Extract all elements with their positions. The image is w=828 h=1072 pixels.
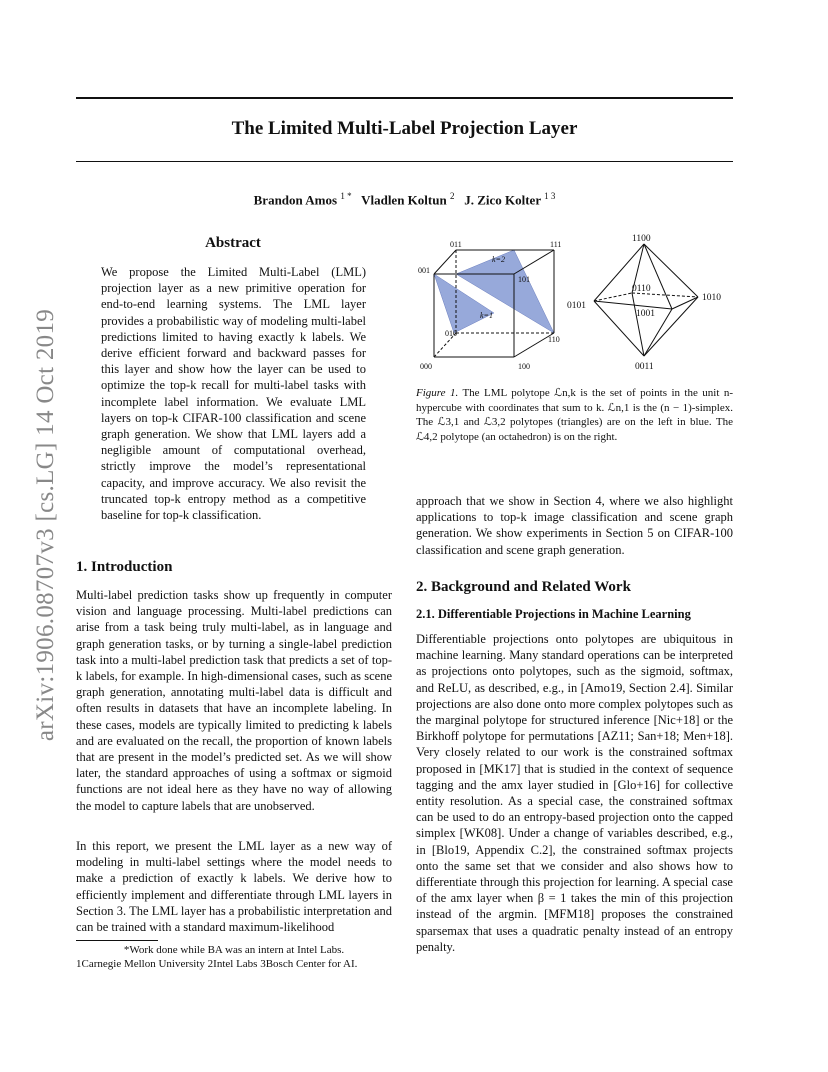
vertex-label: 110	[548, 335, 560, 344]
background-subheading: 2.1. Differentiable Projections in Machine Learning	[416, 607, 691, 621]
author-name: Brandon Amos	[253, 192, 338, 208]
intro-heading: 1. Introduction	[76, 559, 173, 575]
vertex-label: 000	[420, 362, 432, 371]
author-affiliation: 1 3	[544, 191, 556, 201]
title-top-rule	[76, 97, 733, 99]
vertex-label: 100	[518, 362, 530, 371]
caption-label: Figure 1.	[416, 387, 459, 399]
vertex-label: 010	[445, 329, 457, 338]
footnote-rule	[76, 940, 158, 941]
footnote-line-1: *Work done while BA was an intern at Intel Labs.	[123, 944, 345, 956]
author-name: J. Zico Kolter	[464, 192, 541, 208]
vertex-label: 101	[518, 275, 530, 284]
octahedron-vertex-labels	[567, 234, 721, 372]
intro-paragraph-3: approach that we show in Section 4, where we also highlight applications to top-k image classification and scene graph generation. We show experiments in Section 5 on CIFAR-100 classification and scene graph generation.	[416, 494, 733, 557]
paper-title: The Limited Multi-Label Projection Layer	[231, 118, 578, 139]
vertex-label: 111	[550, 240, 562, 249]
vertex-label: 0101	[567, 301, 586, 311]
abstract-heading: Abstract	[205, 235, 261, 251]
vertex-label: 001	[418, 266, 430, 275]
intro-paragraph-2: In this report, we present the LML layer as a new way of modeling in multi-label settings where the model needs to make a prediction of exactly k labels. We derive how to efficiently implement and differentiate through LML layers in Section 3. The LML layer has a probabilistic interpretation and can be trained with a standard maximum-likelihood	[76, 839, 392, 935]
vertex-label: 1010	[702, 293, 721, 303]
vertex-label: 011	[450, 240, 462, 249]
author-affiliation: 1 *	[340, 191, 352, 201]
caption-text: The LML polytope ℒn,k is the set of points in the unit n-hypercube with coordinates that sum to k. ℒn,1 is the (n − 1)-simplex. The ℒ3,1 and ℒ3,2 polytopes (triangles) are on the left in blue. The ℒ4,2 polytope (an octahedron) is on the right.	[416, 387, 733, 443]
author-affiliation: 2	[449, 191, 455, 201]
k-label: k=1	[480, 311, 493, 320]
abstract-body: We propose the Limited Multi-Label (LML) projection layer as a new primitive operation for end-to-end learning systems. The LML layer provides a probabilistic way of modeling multi-label predictions limited to having exactly k labels. We derive efficient forward and backward passes for this layer and show how the layer can be used to optimize the top-k recall for multi-label tasks with incomplete label information. We evaluate LML layers on top-k CIFAR-100 classification and scene graph generation. We show that LML layers add a negligible amount of computational overhead, strictly improve the model’s representational capacity, and improve accuracy. We also revisit the truncated top-k entropy method as a competitive baseline for top-k classification.	[101, 265, 366, 523]
footnote	[76, 944, 392, 971]
arxiv-identifier: arXiv:1906.08707v3 [cs.LG] 14 Oct 2019	[32, 308, 59, 742]
figure-polytopes	[414, 230, 734, 380]
title-bottom-rule	[76, 161, 733, 162]
vertex-label: 1100	[632, 234, 651, 244]
figure-caption	[416, 386, 733, 444]
octahedron-hidden-edges	[594, 293, 698, 301]
author-name: Vladlen Koltun	[361, 192, 447, 208]
vertex-label: 0110	[632, 284, 651, 294]
intro-paragraph-1: Multi-label prediction tasks show up frequently in computer vision and language processing. Multi-label predictions can arise from a task being truly multi-label, as in language and graph generation tasks, or by turning a single-label prediction task into a multi-label prediction task that predicts a set of top-k labels, for example. In high-dimensional cases, such as scene graph generation, annotating multi-label data is difficult and often results in datasets that have an incomplete labeling. In these cases, models are typically limited to predicting k labels and are evaluated on the recall, the proportion of known labels that are present in the model’s predicted set. As we will show later, the standard approaches of using a softmax or sigmoid functions are not ideal here as they have no way of allowing the model to capture labels that are unobserved.	[76, 588, 392, 813]
footnote-line-2: 1Carnegie Mellon University 2Intel Labs 3Bosch Center for AI.	[76, 957, 358, 970]
background-paragraph-1: Differentiable projections onto polytopes are ubiquitous in machine learning. Many standard operations can be interpreted as projections onto polytopes, such as the sigmoid, softmax, and ReLU, as described, e.g., in [Amo19, Section 2.4]. Similar projections are also done onto more complex polytopes such as the marginal polytope for structured inference [Nic+18] or the Birkhoff polytope for permutations [AZ11; San+18; Men+18]. Very closely related to our work is the constrained softmax proposed in [MK17] that is studied in the context of sequence tagging and the amx layer studied in [Glo+16] for collective entity resolution. As a special case, the constrained softmax can be used to do an entropy-based projection onto the capped simplex [WK08]. Under a change of variables described, e.g., in [Blo19, Appendix C.2], the constrained softmax projects onto the same set that we consider and also shows how to differentiate through this projection for learning. A special case of the amx layer when β = 1 takes the min of this projection instead of the argmin. [MFM18] proposes the constrained sparsemax that uses a quadratic penalty instead of an entropy penalty.	[416, 632, 733, 954]
vertex-label: 0011	[635, 362, 654, 372]
background-heading: 2. Background and Related Work	[416, 579, 631, 595]
author-list	[76, 191, 733, 208]
k-label: k=2	[492, 255, 505, 264]
octahedron-edges	[594, 244, 698, 356]
vertex-label: 1001	[636, 309, 655, 319]
